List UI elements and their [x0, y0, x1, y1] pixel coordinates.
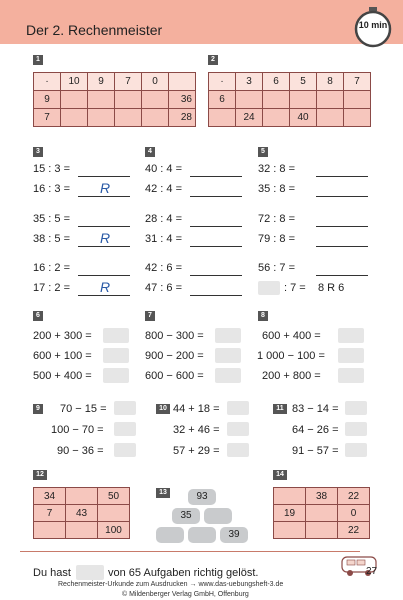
equation: 600 − 600 =: [145, 370, 204, 382]
equation: 90 − 36 =: [57, 445, 104, 457]
task-number: 1: [33, 55, 43, 65]
task-number: 13: [156, 488, 170, 498]
answer-box[interactable]: [258, 281, 280, 295]
table-cell: 28: [169, 109, 196, 127]
handwritten-r: R: [100, 279, 111, 295]
multiplication-table-2: [208, 72, 371, 127]
answer-box[interactable]: [215, 328, 241, 343]
answer-line[interactable]: [78, 295, 130, 296]
answer-box[interactable]: [338, 348, 364, 363]
equation: 16 : 3 =: [33, 183, 71, 195]
stone: 93: [188, 489, 216, 505]
table-cell: 5: [290, 73, 317, 91]
answer-box[interactable]: [227, 401, 249, 415]
multiplication-table-1: [33, 72, 196, 127]
equation: 64 − 26 =: [292, 424, 339, 436]
answer-line[interactable]: [78, 275, 130, 276]
equation: 44 + 18 =: [173, 403, 220, 415]
table-cell[interactable]: [317, 91, 344, 109]
answer-line[interactable]: [316, 196, 368, 197]
table-cell: 6: [209, 91, 236, 109]
table-cell: 40: [290, 109, 317, 127]
equation: 600 + 400 =: [262, 330, 321, 342]
equation: 47 : 6 =: [145, 282, 183, 294]
table-cell: 7: [115, 73, 142, 91]
answer-line[interactable]: [190, 176, 242, 177]
number-square-14: [273, 487, 370, 539]
table-cell: 19: [274, 505, 306, 522]
answer-line[interactable]: [78, 196, 130, 197]
timer-label: 10 min: [358, 20, 388, 30]
table-cell: 24: [236, 109, 263, 127]
footer-divider: [20, 551, 360, 552]
answer-box[interactable]: [103, 348, 129, 363]
score-suffix: von 65 Aufgaben richtig gelöst.: [108, 567, 259, 579]
table-cell[interactable]: [290, 91, 317, 109]
answer-line[interactable]: [316, 226, 368, 227]
task-number: 12: [33, 470, 47, 480]
equation: 38 : 5 =: [33, 233, 71, 245]
answer-box[interactable]: [114, 401, 136, 415]
task-number: 2: [208, 55, 218, 65]
task-number: 7: [145, 311, 155, 321]
task-number: 14: [273, 470, 287, 480]
score-prefix: Du hast: [33, 567, 71, 579]
equation: 1 000 − 100 =: [257, 350, 325, 362]
answer-line[interactable]: [78, 226, 130, 227]
equation: 15 : 3 =: [33, 163, 71, 175]
stone: 39: [220, 527, 248, 543]
equation: 17 : 2 =: [33, 282, 71, 294]
table-cell[interactable]: [142, 109, 169, 127]
equation: 42 : 4 =: [145, 183, 183, 195]
answer-line[interactable]: [316, 246, 368, 247]
table-cell: 100: [98, 522, 130, 539]
table-cell: 0: [142, 73, 169, 91]
score-box[interactable]: [76, 565, 104, 580]
handwritten-r: R: [100, 230, 111, 246]
equation: 56 : 7 =: [258, 262, 296, 274]
equation: 40 : 4 =: [145, 163, 183, 175]
answer-line[interactable]: [190, 226, 242, 227]
answer-line[interactable]: [316, 176, 368, 177]
table-cell[interactable]: [88, 109, 115, 127]
task-number: 10: [156, 404, 170, 414]
table-cell: ·: [209, 73, 236, 91]
answer-box[interactable]: [338, 328, 364, 343]
answer-box[interactable]: [345, 443, 367, 457]
equation: 72 : 8 =: [258, 213, 296, 225]
task-number: 3: [33, 147, 43, 157]
answer-box[interactable]: [345, 401, 367, 415]
table-cell[interactable]: [142, 91, 169, 109]
task-number: 5: [258, 147, 268, 157]
equation: 35 : 8 =: [258, 183, 296, 195]
answer-line[interactable]: [190, 246, 242, 247]
equation: 35 : 5 =: [33, 213, 71, 225]
equation: 200 + 300 =: [33, 330, 92, 342]
answer-box[interactable]: [227, 422, 249, 436]
table-cell: 22: [338, 488, 370, 505]
task-number: 4: [145, 147, 155, 157]
table-cell[interactable]: [61, 91, 88, 109]
table-cell: 50: [98, 488, 130, 505]
answer-line[interactable]: [190, 196, 242, 197]
answer-box[interactable]: [103, 328, 129, 343]
equation: 70 − 15 =: [60, 403, 107, 415]
table-cell[interactable]: [274, 522, 306, 539]
equation: 42 : 6 =: [145, 262, 183, 274]
table-cell[interactable]: [306, 522, 338, 539]
answer-box[interactable]: [114, 422, 136, 436]
equation: 800 − 300 =: [145, 330, 204, 342]
stone: 35: [172, 508, 200, 524]
equation: 16 : 2 =: [33, 262, 71, 274]
page-number: 27: [366, 566, 378, 577]
answer-box[interactable]: [114, 443, 136, 457]
answer-text: 8 R 6: [318, 282, 345, 294]
task-number: 8: [258, 311, 268, 321]
number-square-12: [33, 487, 130, 539]
answer-line[interactable]: [190, 275, 242, 276]
certificate-link[interactable]: Rechenmeister-Urkunde zum Ausdrucken → www.das-uebungsheft-3.de: [58, 581, 284, 588]
table-cell[interactable]: [34, 522, 66, 539]
equation: 200 + 800 =: [262, 370, 321, 382]
table-cell[interactable]: [306, 505, 338, 522]
equation: 28 : 4 =: [145, 213, 183, 225]
table-cell: 8: [317, 73, 344, 91]
answer-line[interactable]: [190, 295, 242, 296]
equation: 83 − 14 =: [292, 403, 339, 415]
table-cell: 36: [169, 91, 196, 109]
table-cell: 6: [263, 73, 290, 91]
stone[interactable]: [188, 527, 216, 543]
answer-box[interactable]: [103, 368, 129, 383]
table-cell: 9: [34, 91, 61, 109]
equation: 31 : 4 =: [145, 233, 183, 245]
table-cell: [169, 73, 196, 91]
equation: 32 : 8 =: [258, 163, 296, 175]
answer-box[interactable]: [215, 348, 241, 363]
task-number: 11: [273, 404, 287, 414]
task-number: 9: [33, 404, 43, 414]
answer-box[interactable]: [215, 368, 241, 383]
table-cell: 9: [88, 73, 115, 91]
answer-box[interactable]: [338, 368, 364, 383]
table-cell[interactable]: [263, 109, 290, 127]
answer-line[interactable]: [78, 176, 130, 177]
equation: 32 + 46 =: [173, 424, 220, 436]
answer-box[interactable]: [345, 422, 367, 436]
table-cell[interactable]: [263, 91, 290, 109]
table-cell: ·: [34, 73, 61, 91]
table-cell[interactable]: [98, 505, 130, 522]
table-cell[interactable]: [66, 488, 98, 505]
table-cell[interactable]: [317, 109, 344, 127]
equation: 79 : 8 =: [258, 233, 296, 245]
table-cell[interactable]: [344, 109, 371, 127]
equation: 500 + 400 =: [33, 370, 92, 382]
table-cell[interactable]: [115, 91, 142, 109]
equation: 900 − 200 =: [145, 350, 204, 362]
table-cell: 0: [338, 505, 370, 522]
stone[interactable]: [204, 508, 232, 524]
table-cell: 7: [344, 73, 371, 91]
table-cell[interactable]: [344, 91, 371, 109]
table-cell: 38: [306, 488, 338, 505]
answer-box[interactable]: [227, 443, 249, 457]
copyright: © Mildenberger Verlag GmbH, Offenburg: [122, 591, 249, 598]
task-number: 6: [33, 311, 43, 321]
stone[interactable]: [156, 527, 184, 543]
table-cell: 7: [34, 505, 66, 522]
table-cell[interactable]: [115, 109, 142, 127]
handwritten-r: R: [100, 180, 111, 196]
equation: 100 − 70 =: [51, 424, 104, 436]
equation: : 7 =: [284, 282, 306, 294]
table-cell: 34: [34, 488, 66, 505]
answer-line[interactable]: [78, 246, 130, 247]
equation: 91 − 57 =: [292, 445, 339, 457]
table-cell: 3: [236, 73, 263, 91]
table-cell: 43: [66, 505, 98, 522]
table-cell[interactable]: [61, 109, 88, 127]
table-cell[interactable]: [274, 488, 306, 505]
table-cell: 22: [338, 522, 370, 539]
table-cell: 7: [34, 109, 61, 127]
answer-line[interactable]: [316, 275, 368, 276]
table-cell[interactable]: [236, 91, 263, 109]
table-cell[interactable]: [66, 522, 98, 539]
table-cell: 10: [61, 73, 88, 91]
equation: 600 + 100 =: [33, 350, 92, 362]
page-title: Der 2. Rechenmeister: [26, 22, 163, 38]
table-cell[interactable]: [88, 91, 115, 109]
equation: 57 + 29 =: [173, 445, 220, 457]
table-cell[interactable]: [209, 109, 236, 127]
